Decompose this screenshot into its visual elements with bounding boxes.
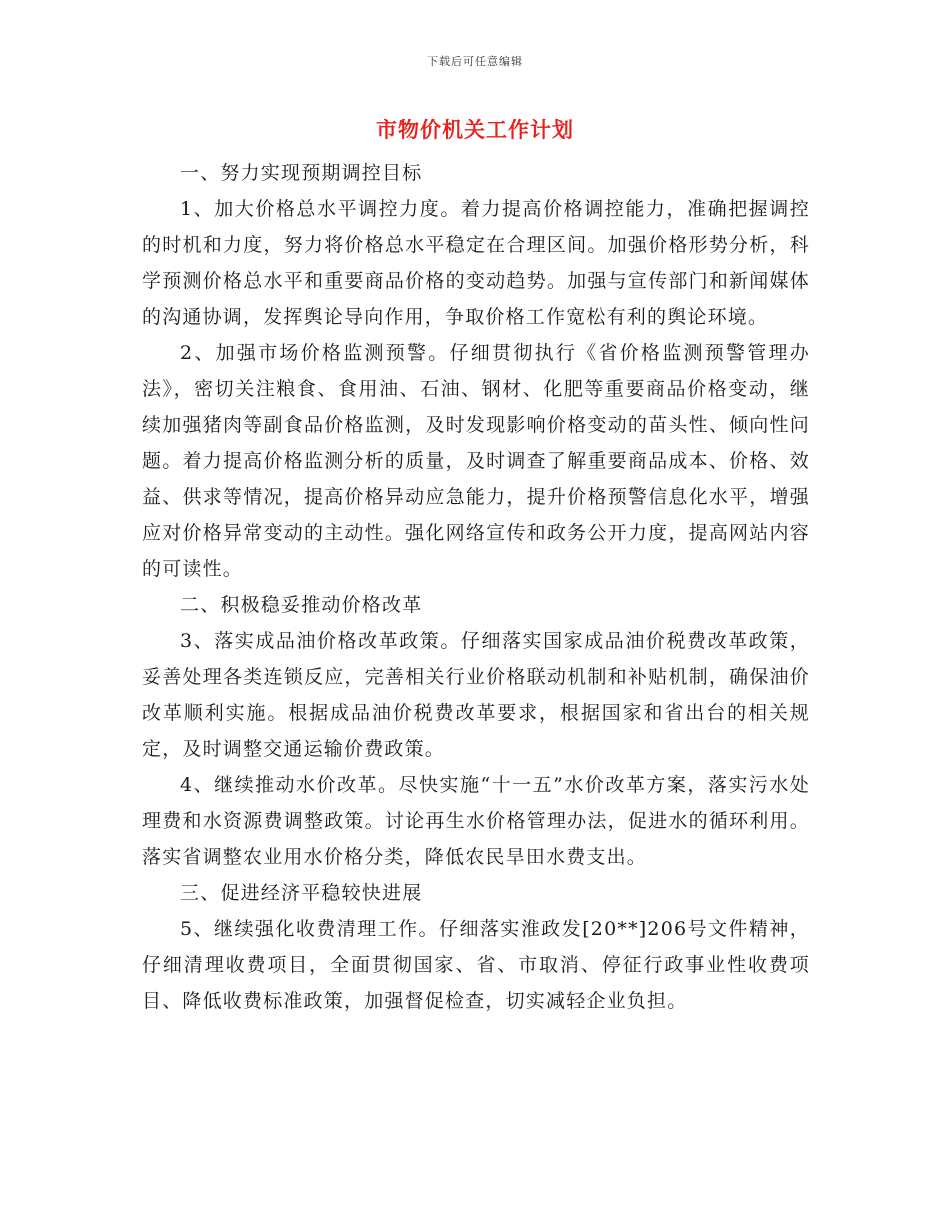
section-heading-2: 二、积极稳妥推动价格改革	[180, 594, 423, 616]
paragraph-item-1: 1、加大价格总水平调控力度。着力提高价格调控能力，准确把握调控的时机和力度，努力将价格总水平稳定在合理区间。加强价格形势分析，科学预测价格总水平和重要商品价格的变动趋势。加强与宣传部门和新闻媒体的沟通协调，发挥舆论导向作用，争取价格工作宽松有利的舆论环境。	[142, 198, 810, 328]
document-body	[142, 155, 810, 1019]
paragraph-item-3: 3、落实成品油价格改革政策。仔细落实国家成品油价税费改革政策，妥善处理各类连锁反应，完善相关行业价格联动机制和补贴机制，确保油价改革顺利实施。根据成品油价税费改革要求，根据国家和省出台的相关规定，及时调整交通运输价费政策。	[142, 630, 810, 760]
page-header-note: 下载后可任意编辑	[427, 55, 523, 68]
section-heading-3: 三、促进经济平稳较快进展	[180, 882, 423, 904]
paragraph-item-4: 4、继续推动水价改革。尽快实施“十一五”水价改革方案，落实污水处理费和水资源费调整政策。讨论再生水价格管理办法，促进水的循环利用。落实省调整农业用水价格分类，降低农民旱田水费支出。	[142, 774, 810, 868]
paragraph-item-2: 2、加强市场价格监测预警。仔细贯彻执行《省价格监测预警管理办法》，密切关注粮食、食用油、石油、钢材、化肥等重要商品价格变动，继续加强猪肉等副食品价格监测，及时发现影响价格变动的苗头性、倾向性问题。着力提高价格监测分析的质量，及时调查了解重要商品成本、价格、效益、供求等情况，提高价格异动应急能力，提升价格预警信息化水平，增强应对价格异常变动的主动性。强化网络宣传和政务公开力度，提高网站内容的可读性。	[142, 342, 810, 580]
section-heading-1: 一、努力实现预期调控目标	[180, 162, 423, 184]
document-title: 市物价机关工作计划	[376, 117, 574, 142]
paragraph-item-5: 5、继续强化收费清理工作。仔细落实淮政发[20**]206号文件精神，仔细清理收费项目，全面贯彻国家、省、市取消、停征行政事业性收费项目、降低收费标准政策，加强督促检查，切实减轻企业负担。	[142, 918, 810, 1012]
